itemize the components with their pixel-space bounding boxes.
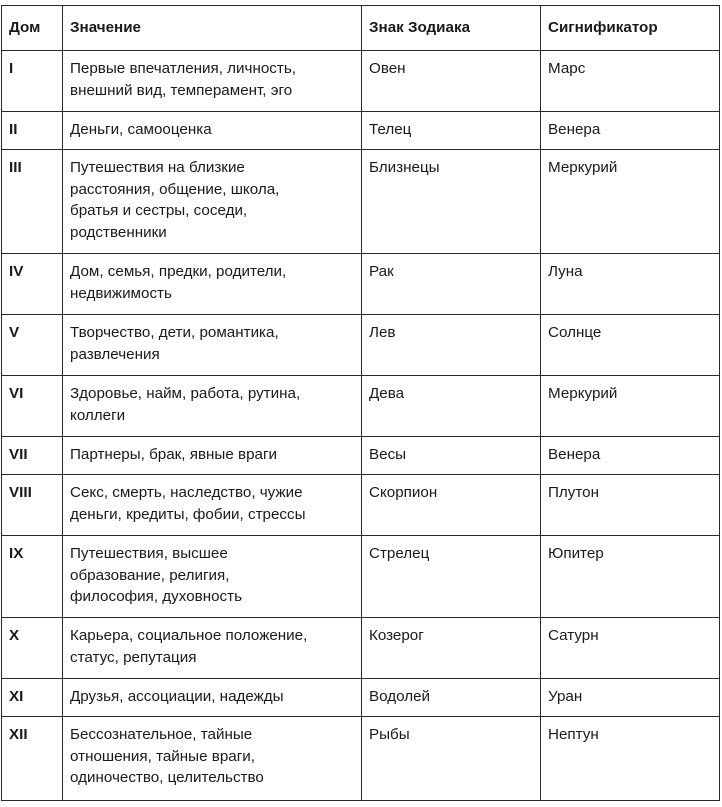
meaning-line: Бессознательное, тайные	[70, 726, 253, 743]
houses-table	[1, 5, 720, 801]
cell-sign: Скорпион	[362, 475, 541, 536]
cell-sign: Рыбы	[362, 717, 541, 801]
cell-sign: Дева	[362, 376, 541, 437]
cell-house: V	[2, 315, 63, 376]
cell-significator: Уран	[541, 679, 720, 717]
cell-sign: Весы	[362, 437, 541, 475]
cell-meaning	[63, 376, 362, 437]
header-sign: Знак Зодиака	[362, 6, 541, 51]
cell-meaning	[63, 679, 362, 717]
meaning-line: одиночество, целительство	[70, 769, 264, 786]
table-row	[2, 475, 720, 536]
meaning-line: Дом, семья, предки, родители,	[70, 263, 287, 280]
meaning-line: недвижимость	[70, 284, 172, 302]
cell-significator: Плутон	[541, 475, 720, 536]
meaning-line: Первые впечатления, личность,	[70, 60, 296, 77]
cell-house: IV	[2, 254, 63, 315]
header-house: Дом	[2, 6, 63, 51]
cell-house: XII	[2, 717, 63, 801]
cell-significator: Луна	[541, 254, 720, 315]
table-row	[2, 315, 720, 376]
cell-sign: Лев	[362, 315, 541, 376]
cell-house: III	[2, 150, 63, 254]
meaning-line: образование, религия,	[70, 566, 230, 584]
cell-house: XI	[2, 679, 63, 717]
cell-meaning	[63, 254, 362, 315]
cell-meaning	[63, 536, 362, 618]
cell-house: VII	[2, 437, 63, 475]
cell-significator: Юпитер	[541, 536, 720, 618]
meaning-line: внешний вид, темперамент, эго	[70, 81, 293, 99]
cell-house: X	[2, 618, 63, 679]
cell-significator: Солнце	[541, 315, 720, 376]
cell-house: I	[2, 51, 63, 112]
cell-meaning	[63, 618, 362, 679]
meaning-line: расстояния, общение, школа,	[70, 180, 280, 198]
cell-house: VIII	[2, 475, 63, 536]
table-row	[2, 112, 720, 150]
meaning-line: отношения, тайные враги,	[70, 747, 255, 765]
header-significator: Сигнификатор	[541, 6, 720, 51]
cell-sign: Близнецы	[362, 150, 541, 254]
meaning-line: философия, духовность	[70, 588, 243, 605]
table-row	[2, 150, 720, 254]
meaning-line: братья и сестры, соседи,	[70, 202, 248, 219]
cell-significator: Нептун	[541, 717, 720, 801]
cell-meaning	[63, 475, 362, 536]
cell-sign: Стрелец	[362, 536, 541, 618]
cell-significator: Меркурий	[541, 150, 720, 254]
cell-sign: Козерог	[362, 618, 541, 679]
table-row	[2, 254, 720, 315]
meaning-line: Карьера, социальное положение,	[70, 627, 308, 644]
meaning-line: развлечения	[70, 345, 160, 363]
cell-meaning	[63, 51, 362, 112]
cell-sign: Телец	[362, 112, 541, 150]
table-row	[2, 437, 720, 475]
cell-meaning	[63, 717, 362, 801]
cell-meaning	[63, 112, 362, 150]
meaning-line: Друзья, ассоциации, надежды	[70, 688, 284, 705]
cell-sign: Водолей	[362, 679, 541, 717]
meaning-line: родственники	[70, 223, 167, 241]
cell-significator: Сатурн	[541, 618, 720, 679]
table-row	[2, 618, 720, 679]
cell-significator: Марс	[541, 51, 720, 112]
cell-house: IX	[2, 536, 63, 618]
table-row	[2, 717, 720, 801]
cell-meaning	[63, 315, 362, 376]
cell-house: II	[2, 112, 63, 150]
meaning-line: Секс, смерть, наследство, чужие	[70, 484, 303, 501]
meaning-line: Деньги, самооценка	[70, 121, 212, 138]
cell-significator: Меркурий	[541, 376, 720, 437]
meaning-line: коллеги	[70, 406, 126, 424]
meaning-line: Путешествия на близкие	[70, 159, 245, 176]
cell-sign: Овен	[362, 51, 541, 112]
cell-meaning	[63, 150, 362, 254]
cell-house: VI	[2, 376, 63, 437]
table-row	[2, 376, 720, 437]
table-row	[2, 51, 720, 112]
meaning-line: статус, репутация	[70, 648, 197, 666]
header-meaning: Значение	[63, 6, 362, 51]
meaning-line: Творчество, дети, романтика,	[70, 324, 279, 341]
meaning-line: Партнеры, брак, явные враги	[70, 446, 277, 463]
meaning-line: Здоровье, найм, работа, рутина,	[70, 385, 301, 402]
meaning-line: Путешествия, высшее	[70, 545, 228, 562]
table-row	[2, 679, 720, 717]
cell-significator: Венера	[541, 437, 720, 475]
cell-meaning	[63, 437, 362, 475]
cell-sign: Рак	[362, 254, 541, 315]
meaning-line: деньги, кредиты, фобии, стрессы	[70, 505, 306, 523]
table-row	[2, 536, 720, 618]
cell-significator: Венера	[541, 112, 720, 150]
table-body	[2, 51, 720, 801]
header-row	[2, 6, 720, 51]
